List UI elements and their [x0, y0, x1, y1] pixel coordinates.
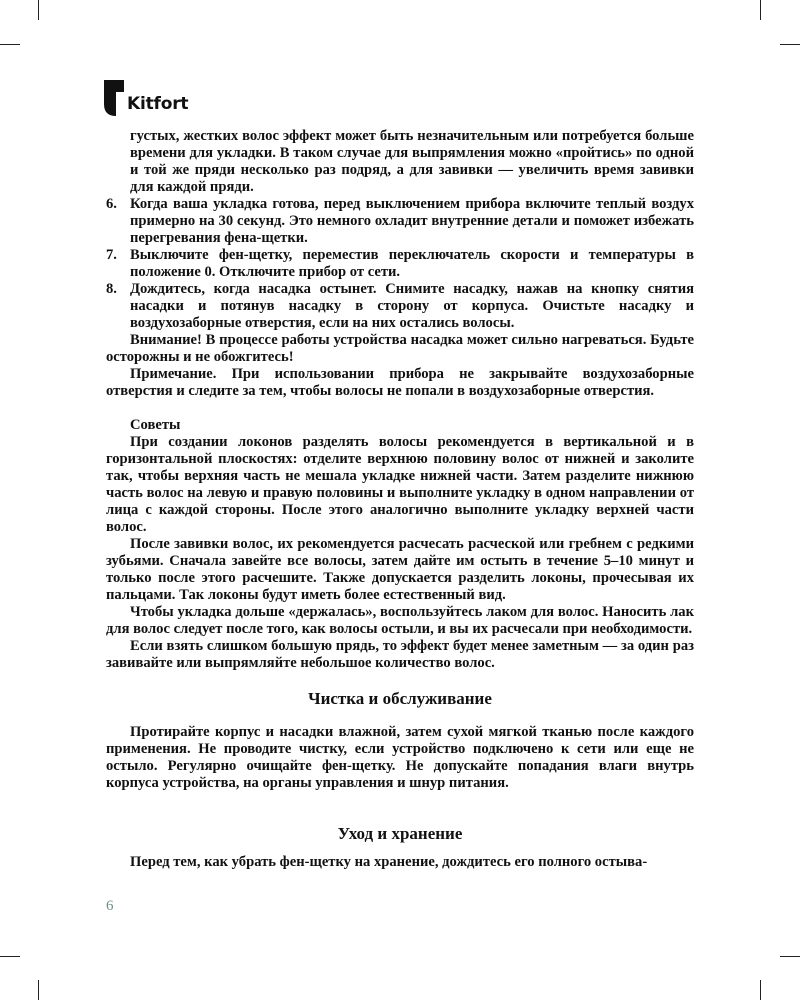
step-text: Когда ваша укладка готова, перед выключением прибора включите теплый воздух примерно на 30 секунд. Это немного охладит внутренние детали и поможет избежать перегревания фена-щетки. — [130, 196, 694, 246]
step-number: 8. — [106, 281, 117, 297]
cleaning-paragraph: Протирайте корпус и насадки влажной, затем сухой мягкой тканью после каждого применения. Не проводите чистку, если устройство подключено к сети или еще не остыло. Регулярно очищайте фен-щетку. Не допускайте попадания влаги внутрь корпуса устройства, на органы управления и шнур питания. — [106, 724, 694, 791]
warning-text: В процессе работы устройства насадка может сильно нагреваться. Будьте осторожны и не обожгитесь! — [106, 332, 694, 365]
step-item — [106, 247, 694, 281]
brand-name: Kitfort — [127, 94, 189, 114]
step-number: 7. — [106, 247, 117, 263]
step-number: 6. — [106, 196, 117, 212]
page-content — [106, 128, 694, 871]
storage-paragraph: Перед тем, как убрать фен-щетку на хранение, дождитесь его полного остыва- — [130, 854, 648, 870]
crop-mark-top-left-v — [38, 0, 39, 20]
step-text: Дождитесь, когда насадка остынет. Снимите насадку, нажав на кнопку снятия насадки и потянув насадку в сторону от корпуса. Очистьте насадку и воздухозаборные отверстия, если на них остались волосы. — [130, 281, 694, 331]
tips-paragraph: После завивки волос, их рекомендуется расчесать расческой или гребнем с редкими зубьями. Сначала завейте все волосы, затем дайте им остыть в течение 5–10 минут и только после этого расчешите. Также допускается разделить локоны, прочесывая их пальцами. Так локоны будут иметь более естественный вид. — [106, 536, 694, 603]
crop-mark-top-left-h — [0, 44, 20, 45]
page-number: 6 — [106, 898, 114, 914]
note-paragraph — [106, 366, 694, 400]
kitfort-logo-icon — [104, 80, 124, 116]
step-text: Выключите фен-щетку, переместив переключатель скорости и температуры в положение 0. Отключите прибор от сети. — [130, 247, 694, 280]
note-text: При использовании прибора не закрывайте воздухозаборные отверстия и следите за тем, чтобы волосы не попали в воздухозаборные отверстия. — [106, 366, 694, 399]
continued-paragraph: густых, жестких волос эффект может быть незначительным или потребуется больше времени для укладки. В таком случае для выпрямления можно «пройтись» по одной и той же пряди несколько раз подряд, а для завивки — увеличить время завивки для каждой пряди. — [130, 128, 694, 195]
crop-mark-bottom-left-h — [0, 956, 20, 957]
storage-heading: Уход и хранение — [337, 824, 463, 843]
note-label: Примечание. — [130, 366, 217, 382]
step-item — [106, 281, 694, 332]
cleaning-heading: Чистка и обслуживание — [308, 689, 492, 708]
crop-mark-bottom-right-v — [760, 980, 761, 1000]
tips-paragraph: Чтобы укладка дольше «держалась», воспользуйтесь лаком для волос. Наносить лак для волос следует после того, как волосы остыли, и вы их расчесали при необходимости. — [106, 604, 694, 637]
crop-mark-bottom-left-v — [38, 980, 39, 1000]
crop-mark-bottom-right-h — [780, 956, 800, 957]
step-item — [106, 196, 694, 247]
crop-mark-top-right-h — [780, 44, 800, 45]
tips-paragraph: Если взять слишком большую прядь, то эффект будет менее заметным — за один раз завивайте или выпрямляйте небольшое количество волос. — [106, 638, 694, 671]
crop-mark-top-right-v — [760, 0, 761, 20]
tips-paragraph: При создании локонов разделять волосы рекомендуется в вертикальной и в горизонтальной плоскостях: отделите верхнюю половину волос от нижней и заколите так, чтобы верхняя часть не мешала укладке нижней части. Затем разделите нижнюю часть волос на левую и правую половины и выполните укладку в одном направлении от лица с каждой стороны. После этого аналогично выполните укладку верхней части волос. — [106, 434, 694, 535]
warning-label: Внимание! — [130, 332, 202, 348]
warning-paragraph — [106, 332, 694, 366]
tips-heading: Советы — [130, 417, 181, 433]
brand-logo — [104, 80, 204, 120]
